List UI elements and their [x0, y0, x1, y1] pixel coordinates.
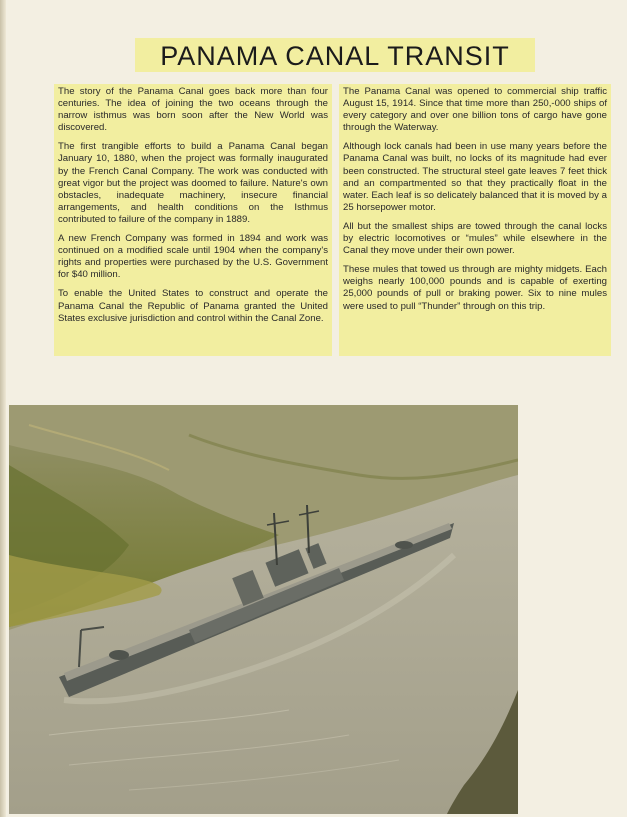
paragraph-canal-zone: To enable the United States to construct and operate the Panama Canal the Republic of Panama granted the United States exclusive jurisdiction and control within the Canal Zone.	[58, 288, 328, 324]
paragraph-mules: All but the smallest ships are towed through the canal locks by electric locomotives or “mules” while elsewhere in the Canal they move under their own power.	[343, 220, 607, 257]
warship-canal-photo	[9, 405, 518, 814]
turret-aft	[109, 650, 129, 660]
turret-fore	[395, 541, 413, 549]
left-text-column	[54, 84, 332, 356]
paragraph-new-french-company: A new French Company was formed in 1894 and work was continued on a modified scale until 1904 when the company's rights and properties were purchased by the U.S. Government for $40 million.	[58, 233, 328, 281]
right-text-column	[339, 84, 611, 356]
paragraph-french-effort: The first trangible efforts to build a Panama Canal began January 10, 1880, when the project was formally inaugurated by the French Canal Company. The work was conducted with great vigor but the project was doomed to failure. Nature's own obstacles, inadequate machinery, insecure financial arrangements, and health conditions on the Isthmus contributed to failure of the company in 1889.	[58, 141, 328, 225]
paragraph-mule-specs: These mules that towed us through are mighty midgets. Each weighs nearly 100,000 pounds and is capable of exerting 25,000 pounds of pull or braking power. Six to nine mules were used to pull “Thunder” through on this trip.	[343, 264, 607, 312]
page-title: PANAMA CANAL TRANSIT	[160, 41, 510, 71]
page-binding-edge	[0, 0, 6, 817]
paragraph-history: The story of the Panama Canal goes back more than four centuries. The idea of joining the two oceans through the narrow isthmus was born soon after the New World was discovered.	[58, 86, 328, 134]
paragraph-opening: The Panama Canal was opened to commercial ship traffic August 15, 1914. Since that time more than 250,-000 ships of every category and over one billion tons of cargo have gone through the Waterway.	[343, 86, 607, 134]
paragraph-locks: Although lock canals had been in use many years before the Panama Canal was built, no locks of its magnitude had ever been constructed. The structural steel gate leaves 7 feet thick and an compartmented so that they practically float in the water. Each leaf is so delicately balanced that it is moved by a 25 horsepower motor.	[343, 141, 607, 213]
